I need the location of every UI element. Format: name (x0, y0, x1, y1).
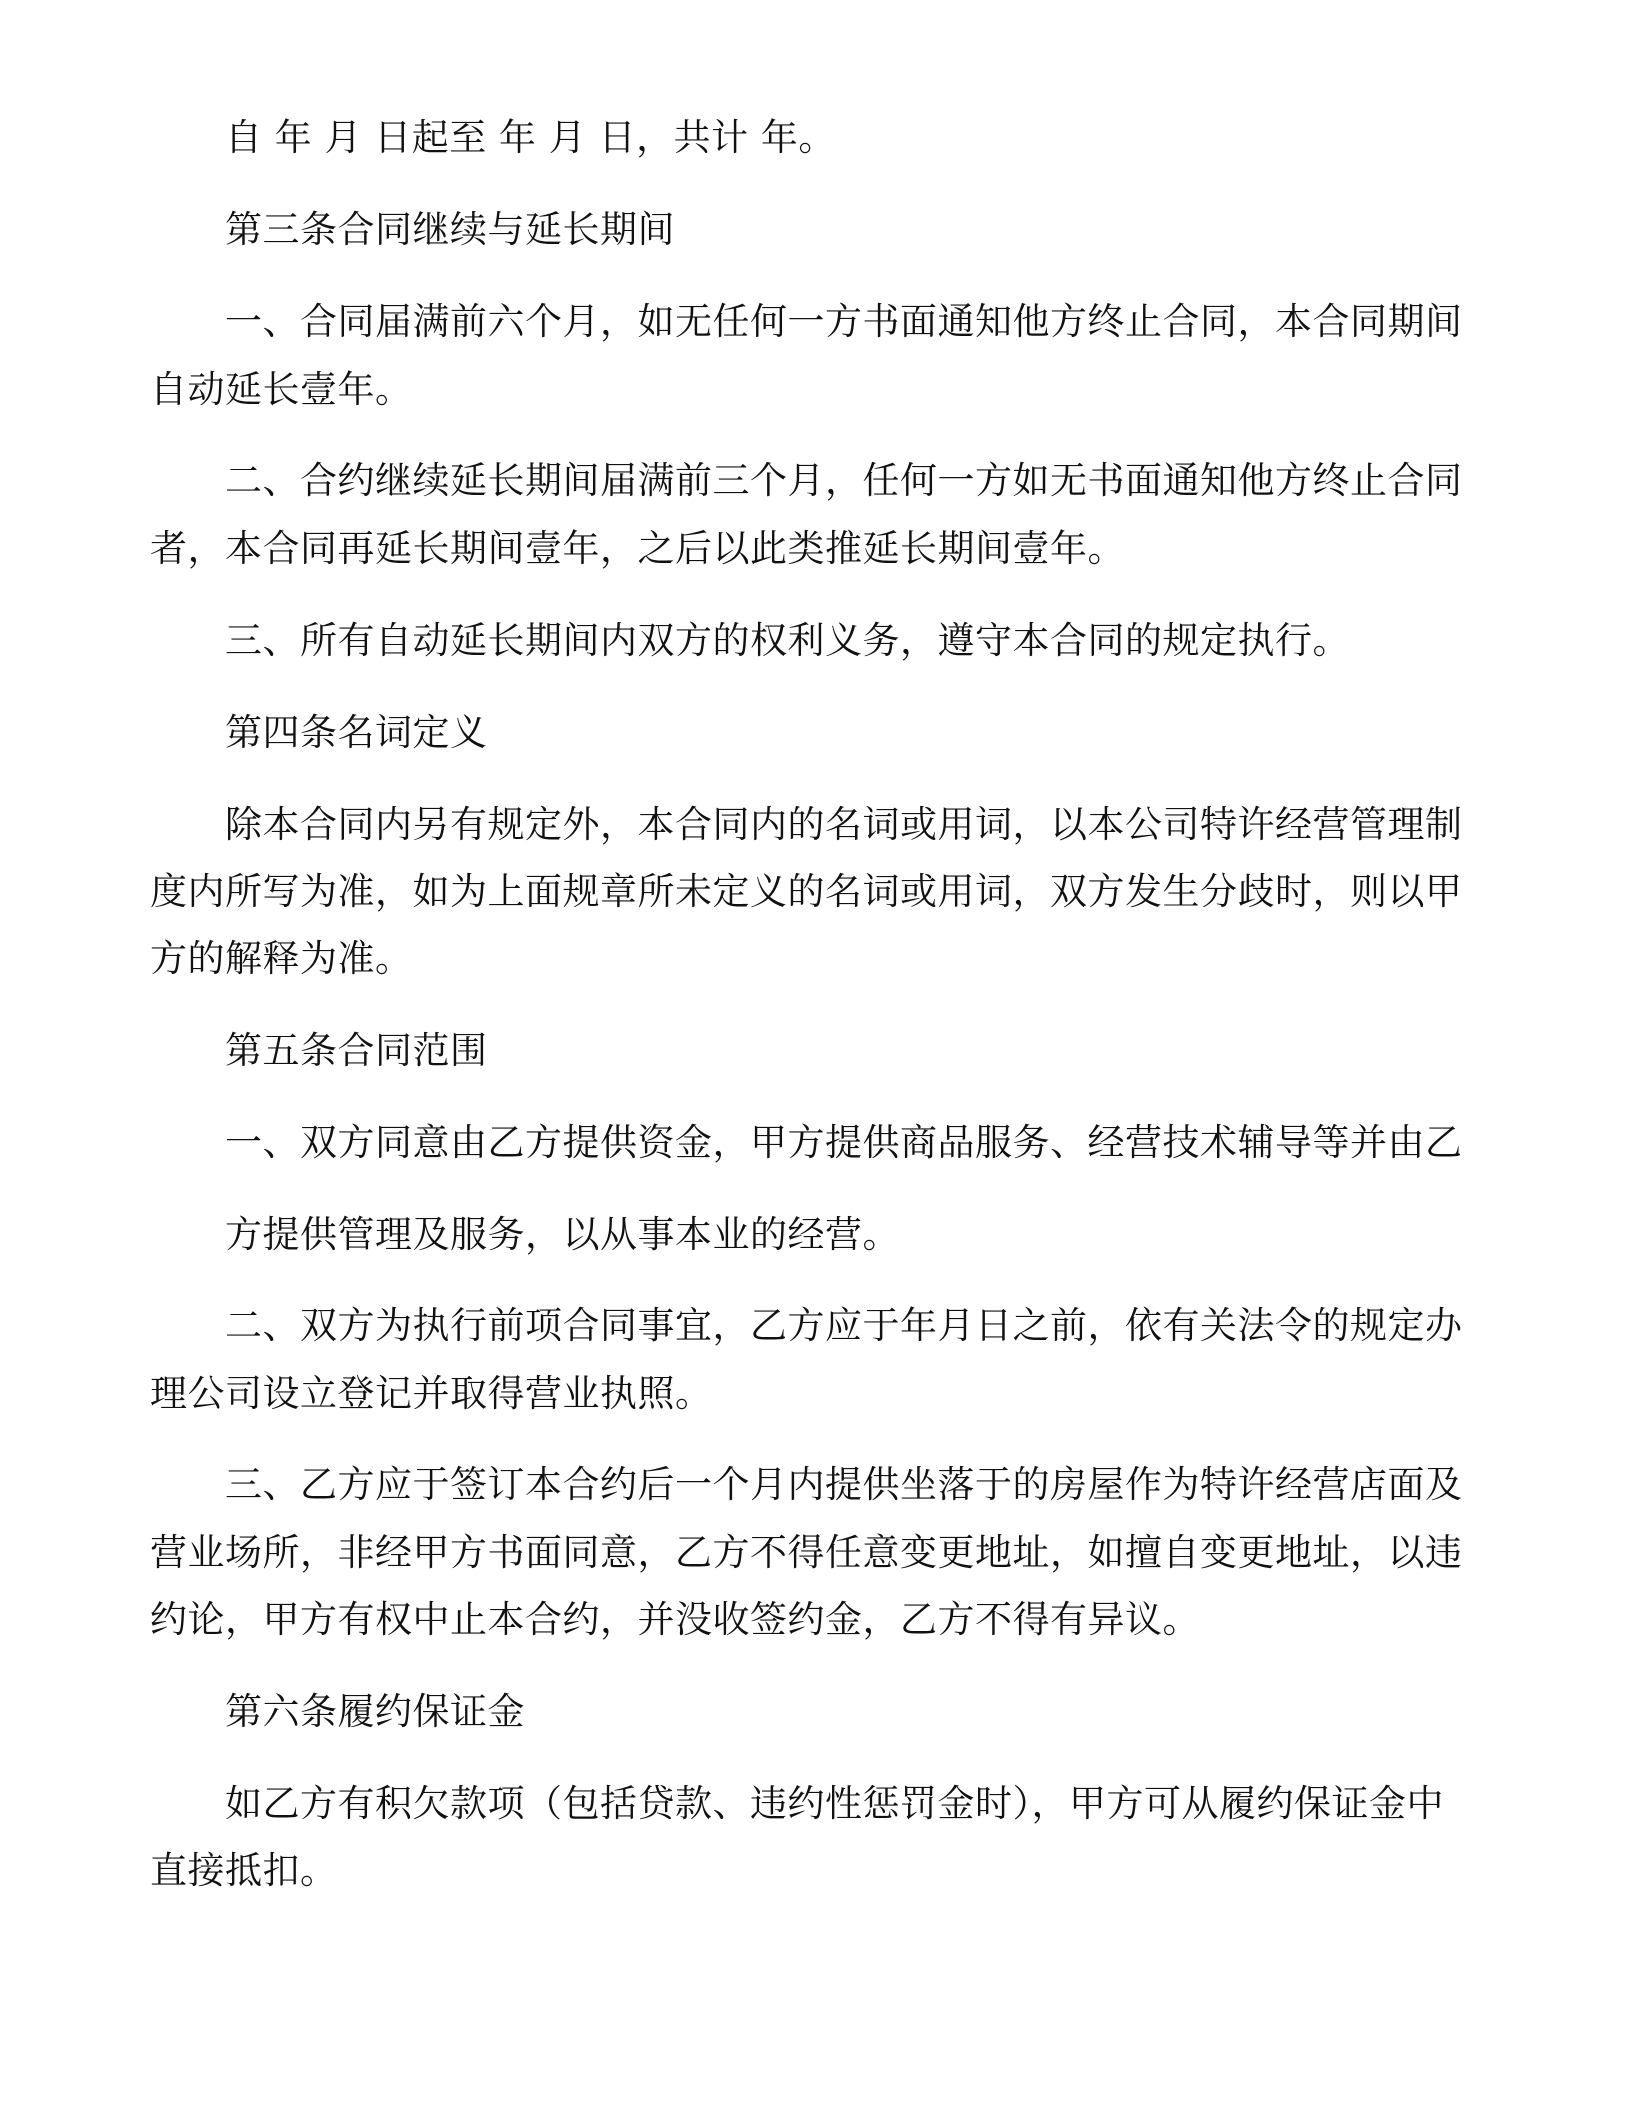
paragraph-line: 度内所写为准，如为上面规章所未定义的名词或用词，双方发生分歧时，则以甲 (150, 870, 1463, 913)
paragraph-line: 三、乙方应于签订本合约后一个月内提供坐落于的房屋作为特许经营店面及 (225, 1463, 1463, 1506)
paragraph-line: 方提供管理及服务，以从事本业的经营。 (225, 1213, 900, 1256)
heading-article-5: 第五条合同范围 (225, 1029, 488, 1072)
paragraph-line: 一、双方同意由乙方提供资金，甲方提供商品服务、经营技术辅导等并由乙 (225, 1121, 1463, 1164)
paragraph-line: 约论，甲方有权中止本合约，并没收签约金，乙方不得有异议。 (150, 1598, 1200, 1641)
paragraph-line: 营业场所，非经甲方书面同意，乙方不得任意变更地址，如擅自变更地址，以违 (150, 1531, 1463, 1574)
paragraph-line: 如乙方有积欠款项（包括贷款、违约性惩罚金时），甲方可从履约保证金中 (225, 1782, 1444, 1825)
paragraph-line: 三、所有自动延长期间内双方的权利义务，遵守本合同的规定执行。 (225, 619, 1350, 662)
text-line-period: 自 年 月 日起至 年 月 日，共计 年。 (225, 116, 836, 159)
paragraph-line: 除本合同内另有规定外，本合同内的名词或用词，以本公司特许经营管理制 (225, 803, 1463, 846)
paragraph-line: 直接抵扣。 (150, 1849, 338, 1892)
paragraph-line: 二、双方为执行前项合同事宜，乙方应于年月日之前，依有关法令的规定办 (225, 1304, 1463, 1347)
paragraph-line: 自动延长壹年。 (150, 368, 413, 411)
paragraph-line: 理公司设立登记并取得营业执照。 (150, 1372, 713, 1415)
paragraph-line: 二、合约继续延长期间届满前三个月，任何一方如无书面通知他方终止合同 (225, 459, 1463, 502)
heading-article-6: 第六条履约保证金 (225, 1690, 525, 1733)
paragraph-line: 方的解释为准。 (150, 937, 413, 980)
heading-article-4: 第四条名词定义 (225, 711, 488, 754)
paragraph-line: 一、合同届满前六个月，如无任何一方书面通知他方终止合同，本合同期间 (225, 300, 1463, 343)
heading-article-3: 第三条合同继续与延长期间 (225, 208, 675, 251)
paragraph-line: 者，本合同再延长期间壹年，之后以此类推延长期间壹年。 (150, 527, 1125, 570)
